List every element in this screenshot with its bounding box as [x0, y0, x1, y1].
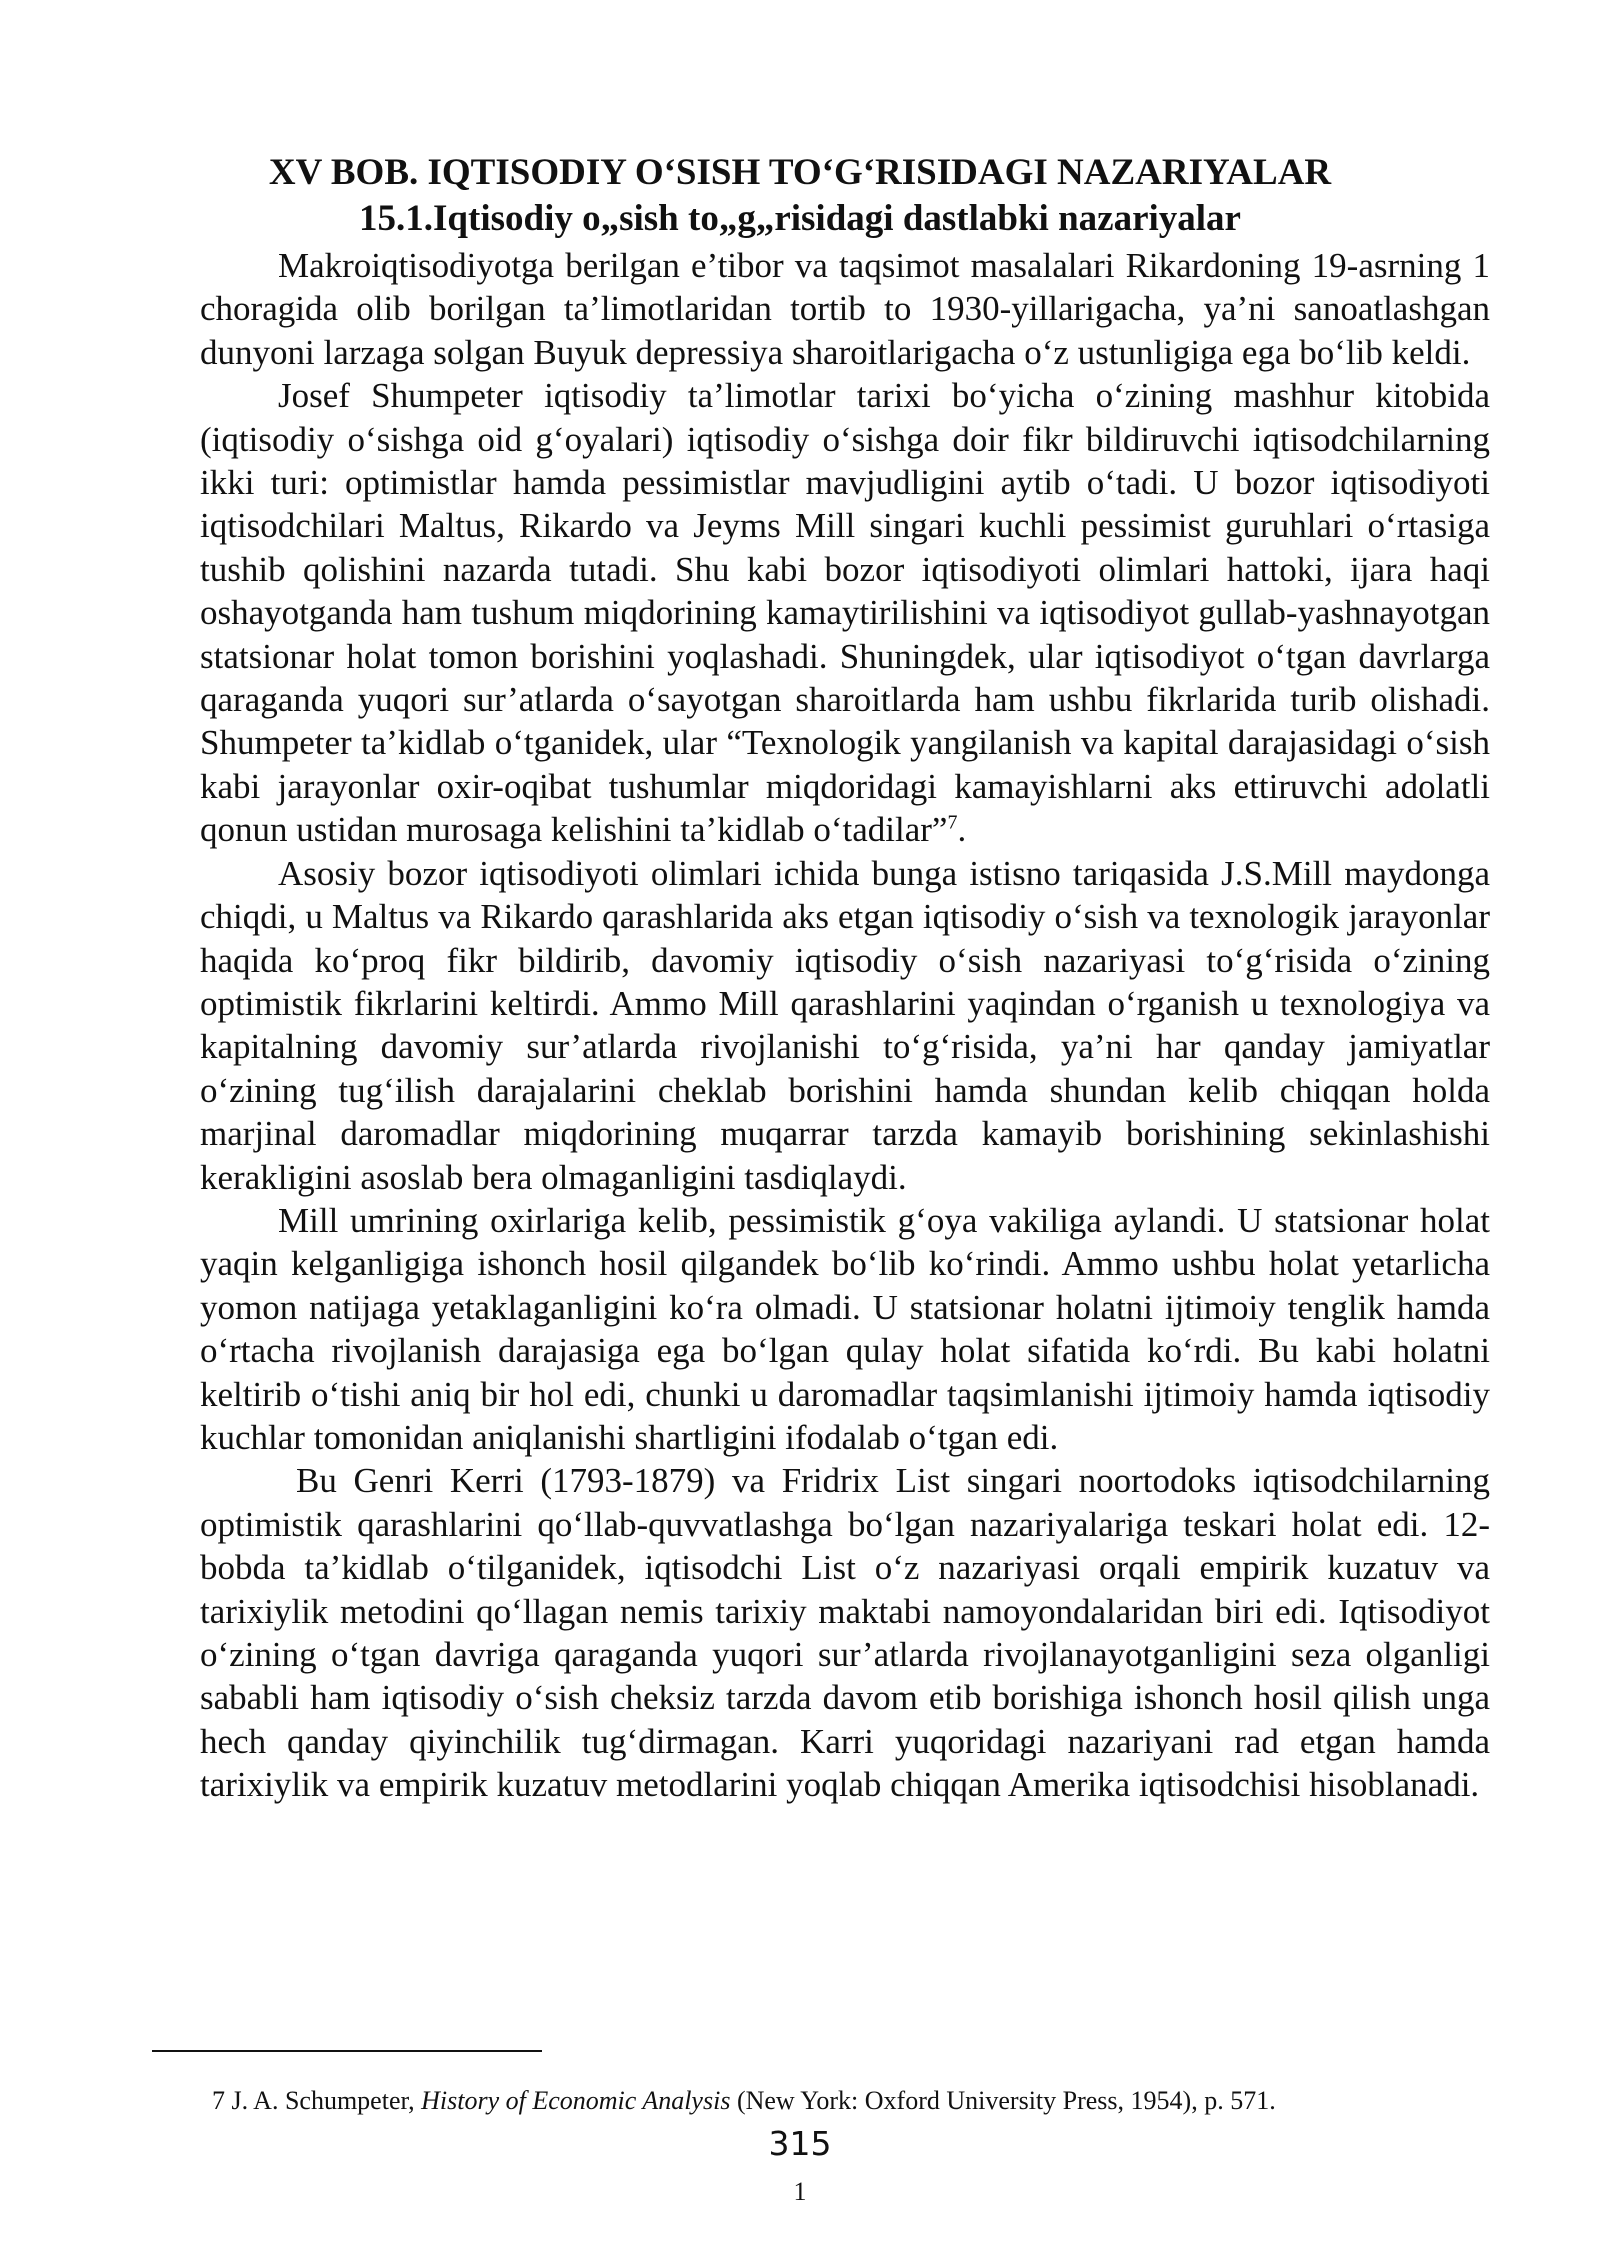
footnote-book-title: History of Economic Analysis: [421, 2086, 731, 2115]
paragraph-2-tail: .: [957, 810, 967, 850]
footnote-divider: [152, 2050, 542, 2052]
page-index: 1: [793, 2177, 807, 2206]
paragraph-2-text: Josef Shumpeter iqtisodiy ta’limotlar tarixi bo‘yicha o‘zining mashhur kitobida (iqtisodiy o‘sishga oid g‘oyalari) iqtisodiy o‘sishga doir fikr bildiruvchi iqtisodchilarning ikki turi: optimistlar hamda pessimistlar mavjudligini aytib o‘tadi. U bozor iqtisodiyoti iqtisodchilari Maltus, Rikardo va Jeyms Mill singari kuchli pessimist guruhlari o‘rtasiga tushib qolishini nazarda tutadi. Shu kabi bozor iqtisodiyoti olimlari hattoki, ijara haqi oshayotganda ham tushum miqdorining kamaytirilishini va iqtisodiyot gullab-yashnayotgan statsionar holat tomon borishini yoqlashadi. Shuningdek, ular iqtisodiyot o‘tgan davrlarga qaraganda yuqori sur’atlarda o‘sayotgan sharoitlarda ham ushbu fikrlarida turib olishadi. Shumpeter ta’kidlab o‘tganidek, ular “Texnologik yangilanish va kapital darajasidagi o‘sish kabi jarayonlar oxir-oqibat tushumlar miqdoridagi kamayishlarni aks ettiruvchi adolatli qonun ustidan murosaga kelishini ta’kidlab o‘tadilar”: [200, 376, 1490, 850]
page-number: 315: [768, 2124, 832, 2163]
footnote-reference[interactable]: 7: [947, 811, 958, 834]
paragraph-3: Asosiy bozor iqtisodiyoti olimlari ichida bunga istisno tariqasida J.S.Mill maydonga chiqdi, u Maltus va Rikardo qarashlarida aks etgan iqtisodiy o‘sish va texnologik jarayonlar haqida ko‘proq fikr bildirib, davomiy iqtisodiy o‘sish nazariyasi to‘g‘risida o‘zining optimistik fikrlarini keltirdi. Ammo Mill qarashlarini yaqindan o‘rganish u texnologiya va kapitalning davomiy sur’atlarda rivojlanishi to‘g‘risida, ya’ni har qanday jamiyatlar o‘zining tug‘ilish darajalarini cheklab borishini hamda shundan kelib chiqqan holda marjinal daromadlar miqdorining muqarrar tarzda kamayib borishining sekinlashishi kerakligini asoslab bera olmaganligini tasdiqlaydi.: [200, 853, 1490, 1197]
paragraph-4: Mill umrining oxirlariga kelib, pessimistik g‘oya vakiliga aylandi. U statsionar holat yaqin kelganligiga ishonch hosil qilgandek bo‘lib ko‘rindi. Ammo ushbu holat yetarlicha yomon natijaga yetaklaganligini ko‘ra olmadi. U statsionar holatni ijtimoiy tenglik hamda o‘rtacha rivojlanish darajasiga ega bo‘lgan qulay holat sifatida ko‘rdi. Bu kabi holatni keltirib o‘tishi aniq bir hol edi, chunki u daromadlar taqsimlanishi ijtimoiy hamda iqtisodiy kuchlar tomonidan aniqlanishi shartligini ifodalab o‘tgan edi.: [200, 1200, 1490, 1457]
paragraph-2: [200, 374, 1490, 851]
paragraph-5: Bu Genri Kerri (1793-1879) va Fridrix List singari noortodoks iqtisodchilarning optimistik qarashlarini qo‘llab-quvvatlashga bo‘lgan nazariyalariga teskari holat edi. 12-bobda ta’kidlab o‘tilganidek, iqtisodchi List o‘z nazariyasi orqali empirik kuzatuv va tarixiylik metodini qo‘llagan nemis tarixiy maktabi namoyondalaridan biri edi. Iqtisodiyot o‘zining o‘tgan davriga qaraganda yuqori sur’atlarda rivojlanayotganligini seza olganligi sababli ham iqtisodiy o‘sish cheksiz tarzda davom etib borishiga ishonch hosil qilish unga hech qanday qiyinchilik tug‘dirmagan. Karri yuqoridagi nazariyani rad etgan hamda tarixiylik va empirik kuzatuv metodlarini yoqlab chiqqan Amerika iqtisodchisi hisoblanadi.: [200, 1461, 1490, 1805]
footnote: [212, 2085, 1512, 2117]
footnote-suffix: (New York: Oxford University Press, 1954), p. 571.: [730, 2086, 1276, 2115]
chapter-title: XV BOB. IQTISODIY O‘SISH TO‘G‘RISIDAGI NAZARIYALAR: [268, 152, 1332, 193]
section-title: 15.1.Iqtisodiy o„sish to„g„risidagi dastlabki nazariyalar: [359, 198, 1241, 239]
paragraph-1: Makroiqtisodiyotga berilgan e’tibor va taqsimot masalalari Rikardoning 19-asrning 1 choragida olib borilgan ta’limotlaridan tortib to 1930-yillarigacha, ya’ni sanoatlashgan dunyoni larzaga solgan Buyuk depressiya sharoitlarigacha o‘z ustunligiga ega bo‘lib keldi.: [200, 246, 1490, 372]
footnote-prefix: 7 J. A. Schumpeter,: [212, 2086, 422, 2115]
body-text: [200, 244, 1490, 1807]
